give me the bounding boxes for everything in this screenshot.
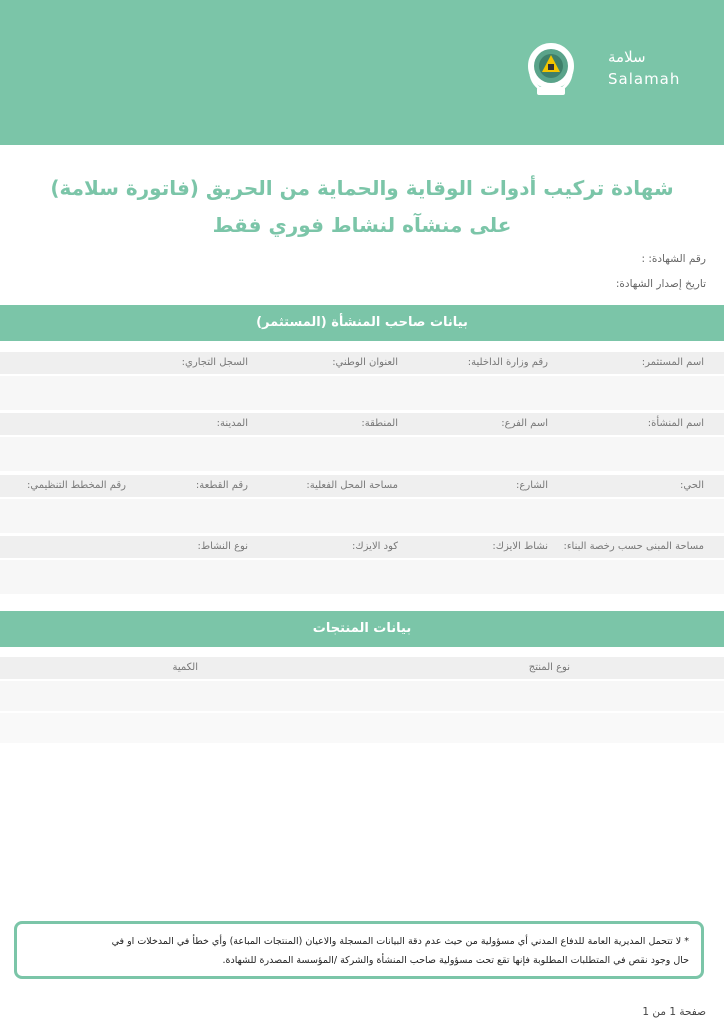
owner-row-1-labels (0, 352, 724, 374)
commercial-register-label: السجل التجاري: (181, 357, 248, 368)
products-table-row (0, 713, 724, 743)
products-table-header (0, 657, 724, 679)
owner-row-2-values (0, 437, 724, 471)
certificate-number-label: رقم الشهادة: : (641, 253, 706, 265)
products-section-header: بيانات المنتجات (0, 611, 724, 647)
plot-number-label: رقم القطعة: (195, 480, 248, 491)
actual-area-label: مساحة المحل الفعلية: (306, 480, 398, 491)
disclaimer-note (14, 921, 704, 979)
plan-number-label: رقم المخطط التنظيمي: (27, 480, 126, 491)
street-label: الشارع: (516, 480, 548, 491)
owner-row-4-values (0, 560, 724, 594)
owner-row-1-values (0, 376, 724, 410)
product-type-column-header: نوع المنتج (528, 662, 570, 673)
document-title: شهادة تركيب أدوات الوقاية والحماية من الحريق (فاتورة سلامة) (50, 176, 674, 200)
logo-arabic-text: سلامة (608, 48, 646, 66)
owner-row-3-labels (0, 475, 724, 497)
isic-activity-label: نشاط الايزك: (492, 541, 548, 552)
city-label: المدينة: (216, 418, 248, 429)
isic-code-label: كود الايزك: (352, 541, 398, 552)
document-subtitle: على منشآه لنشاط فوري فقط (212, 213, 512, 237)
owner-row-2-labels (0, 413, 724, 435)
activity-type-label: نوع النشاط: (197, 541, 248, 552)
header-banner (0, 0, 724, 145)
building-area-label: مساحة المبنى حسب رخصة البناء: (563, 541, 704, 552)
logo-english-text: Salamah (608, 70, 681, 88)
moi-number-label: رقم وزارة الداخلية: (467, 357, 548, 368)
region-label: المنطقة: (361, 418, 398, 429)
branch-name-label: اسم الفرع: (501, 418, 548, 429)
civil-defense-emblem-icon (525, 40, 577, 98)
products-table-row (0, 681, 724, 711)
owner-row-4-labels (0, 536, 724, 558)
quantity-column-header: الكمية (172, 662, 198, 673)
issue-date-label: تاريخ إصدار الشهادة: (615, 278, 706, 290)
investor-name-label: اسم المستثمر: (641, 357, 704, 368)
facility-name-label: اسم المنشأة: (647, 418, 704, 429)
disclaimer-line-1: * لا تتحمل المديرية العامة للدفاع المدني أي مسؤولية من حيث عدم دقة البيانات المسجلة والاعيان (المنتجات المباعة) وأي خطأ في المدخلات او في (111, 936, 689, 947)
district-label: الحي: (680, 480, 704, 491)
national-address-label: العنوان الوطني: (332, 357, 398, 368)
owner-section-header: بيانات صاحب المنشأة (المستثمر) (0, 305, 724, 341)
page-number: صفحة 1 من 1 (642, 1006, 706, 1018)
disclaimer-line-2: حال وجود نقص في المتطلبات المطلوبة فإنها تقع تحت مسؤولية صاحب المنشأة والشركة /المؤسسة المصدرة للشهادة. (222, 955, 689, 966)
owner-row-3-values (0, 499, 724, 533)
